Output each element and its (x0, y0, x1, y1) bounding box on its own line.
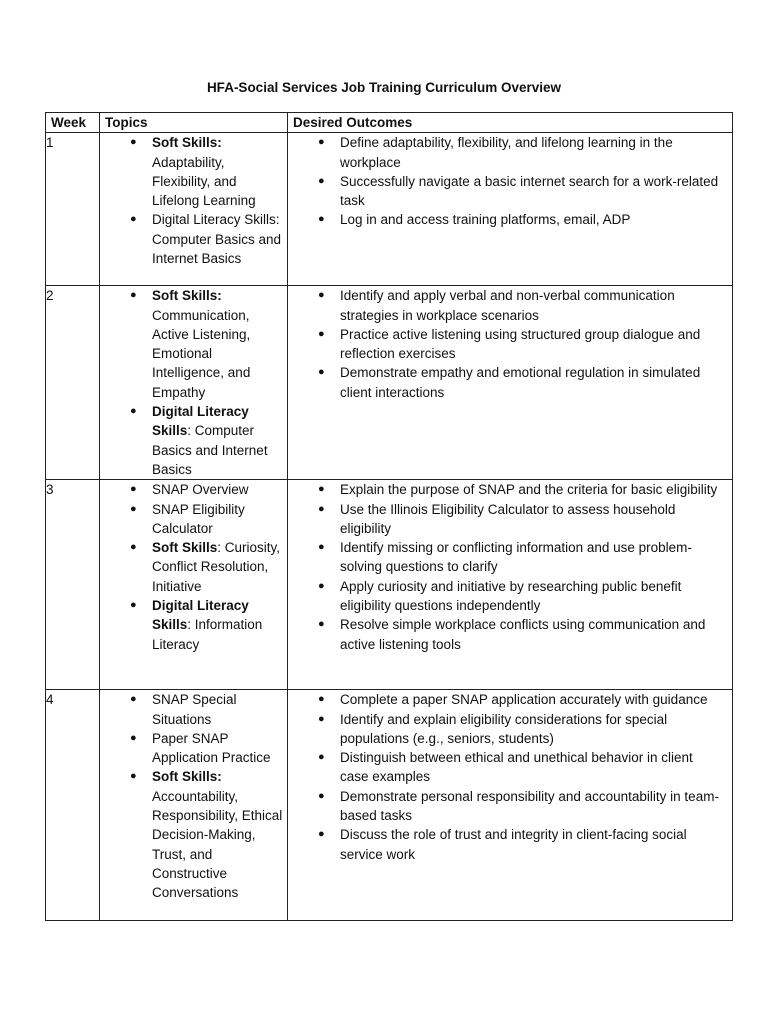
outcomes-cell (288, 480, 733, 690)
outcomes-cell (288, 690, 733, 921)
topic-text: SNAP Special Situations (152, 692, 237, 727)
topic-text: SNAP Eligibility Calculator (152, 501, 245, 536)
table-header-row (46, 113, 733, 133)
week-number: 3 (46, 480, 100, 690)
bullet-icon: ● (130, 599, 137, 612)
list-item (100, 402, 287, 479)
list-item (288, 172, 732, 211)
week-number: 2 (46, 286, 100, 480)
bullet-icon: ● (130, 731, 137, 744)
list-item (288, 325, 732, 364)
table-row (46, 286, 733, 480)
topic-text: Communication, Active Listening, Emotional Intelligence, and Empathy (152, 307, 251, 400)
list-item (100, 729, 287, 768)
bullet-icon: ● (318, 751, 325, 764)
list-item (288, 690, 732, 709)
outcome-text: Identify missing or conflicting information and use problem-solving questions to clarify (340, 540, 692, 575)
week-number: 4 (46, 690, 100, 921)
list-item (288, 710, 732, 749)
list-item (100, 690, 287, 729)
outcome-text: Identify and apply verbal and non-verbal communication strategies in workplace scenarios (340, 288, 675, 323)
list-item (288, 787, 732, 826)
list-item (288, 538, 732, 577)
topic-text: Adaptability, Flexibility, and Lifelong Learning (152, 154, 256, 209)
topic-text: Paper SNAP Application Practice (152, 730, 271, 766)
list-item (100, 596, 287, 654)
outcomes-column-header: Desired Outcomes (288, 113, 733, 133)
bullet-icon: ● (318, 541, 325, 554)
topic-text: SNAP Overview (152, 482, 249, 498)
topic-text: Accountability, Responsibility, Ethical Decision-Making, Trust, and Constructive Conversations (152, 788, 283, 901)
outcome-text: Distinguish between ethical and unethical behavior in client case examples (340, 750, 693, 785)
bullet-icon: ● (318, 828, 325, 841)
week-number: 1 (46, 133, 100, 286)
bullet-icon: ● (130, 483, 137, 496)
bullet-icon: ● (318, 712, 325, 725)
list-item (288, 480, 732, 499)
list-item (100, 538, 287, 596)
list-item (100, 210, 287, 268)
bullet-icon: ● (318, 693, 325, 706)
outcomes-cell (288, 133, 733, 286)
bullet-icon: ● (318, 483, 325, 496)
list-item (288, 210, 732, 229)
topic-text: : Computer Basics and Internet Basics (152, 423, 268, 477)
table-row (46, 480, 733, 690)
topics-column-header: Topics (100, 113, 288, 133)
outcome-text: Resolve simple workplace conflicts using communication and active listening tools (340, 617, 706, 652)
topics-cell (100, 133, 288, 286)
curriculum-table (45, 112, 733, 921)
topic-text: : Curiosity, Conflict Resolution, Initiative (152, 540, 281, 594)
outcome-text: Explain the purpose of SNAP and the criteria for basic eligibility (340, 482, 718, 498)
list-item (288, 286, 732, 325)
topic-bold-label: Soft Skills: (152, 288, 222, 304)
topic-bold-label: Soft Skills: (152, 769, 222, 785)
outcome-text: Define adaptability, flexibility, and lifelong learning in the workplace (340, 135, 673, 170)
bullet-icon: ● (318, 174, 325, 187)
bullet-icon: ● (318, 213, 325, 226)
outcome-text: Practice active listening using structured group dialogue and reflection exercises (340, 326, 701, 362)
table-row (46, 690, 733, 921)
bullet-icon: ● (130, 405, 137, 418)
topic-text: : Information Literacy (152, 617, 263, 652)
bullet-icon: ● (318, 502, 325, 515)
list-item (288, 748, 732, 787)
bullet-icon: ● (318, 366, 325, 379)
outcome-text: Discuss the role of trust and integrity in client-facing social service work (340, 827, 687, 862)
table-row (46, 133, 733, 286)
bullet-icon: ● (130, 770, 137, 783)
bullet-icon: ● (130, 213, 137, 226)
bullet-icon: ● (318, 136, 325, 149)
outcome-text: Complete a paper SNAP application accurately with guidance (340, 692, 708, 708)
list-item (288, 577, 732, 616)
bullet-icon: ● (318, 579, 325, 592)
topics-cell (100, 690, 288, 921)
outcome-text: Use the Illinois Eligibility Calculator to assess household eligibility (340, 501, 676, 536)
week-column-header: Week (46, 113, 100, 133)
list-item (288, 615, 732, 654)
outcome-text: Demonstrate personal responsibility and accountability in team-based tasks (340, 788, 719, 824)
bullet-icon: ● (318, 327, 325, 340)
outcome-text: Successfully navigate a basic internet search for a work-related task (340, 173, 719, 209)
topic-text: Digital Literacy Skills: Computer Basics and Internet Basics (152, 212, 282, 267)
page-title: HFA-Social Services Job Training Curriculum Overview (206, 80, 562, 95)
outcome-text: Identify and explain eligibility considerations for special populations (e.g., seniors, students) (340, 711, 668, 746)
topics-cell (100, 480, 288, 690)
bullet-icon: ● (130, 289, 137, 302)
topic-bold-label: Soft Skills: (152, 135, 222, 151)
outcome-text: Demonstrate empathy and emotional regulation in simulated client interactions (340, 365, 701, 400)
list-item (288, 363, 732, 402)
list-item (100, 480, 287, 499)
bullet-icon: ● (318, 618, 325, 631)
list-item (288, 500, 732, 539)
list-item (100, 500, 287, 539)
topic-bold-label: Soft Skills (152, 540, 218, 556)
bullet-icon: ● (318, 789, 325, 802)
topic-bold-label: Digital Literacy Skills (152, 404, 249, 439)
list-item (100, 767, 287, 902)
topics-cell (100, 286, 288, 480)
outcome-text: Apply curiosity and initiative by researching public benefit eligibility questions independently (340, 578, 682, 614)
bullet-icon: ● (130, 541, 137, 554)
outcome-text: Log in and access training platforms, email, ADP (340, 212, 631, 228)
list-item (288, 133, 732, 172)
bullet-icon: ● (318, 289, 325, 302)
topic-bold-label: Digital Literacy Skills (152, 598, 249, 633)
list-item (100, 133, 287, 210)
bullet-icon: ● (130, 693, 137, 706)
list-item (100, 286, 287, 402)
bullet-icon: ● (130, 502, 137, 515)
list-item (288, 825, 732, 864)
outcomes-cell (288, 286, 733, 480)
bullet-icon: ● (130, 136, 137, 149)
